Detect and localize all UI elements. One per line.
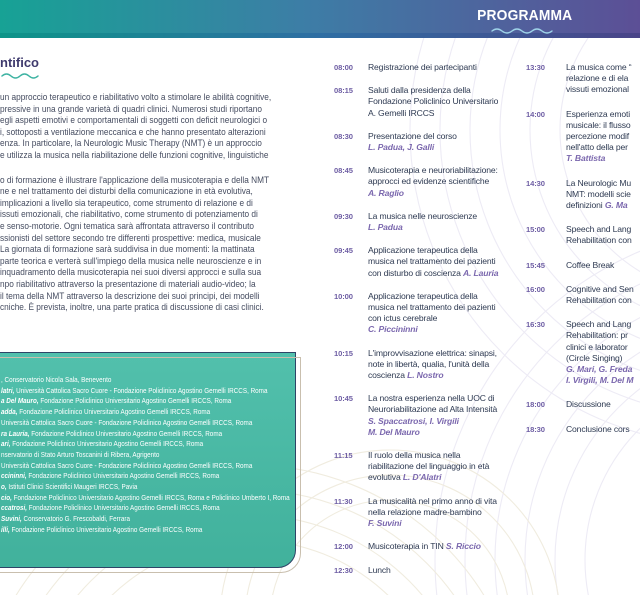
schedule-entry-line: [368, 142, 520, 153]
paragraph-line: enza. In particolare, la Neurologic Music Therapy (NMT) è un approccio: [0, 138, 262, 149]
schedule-entry-line: [368, 108, 520, 119]
schedule-entry: [526, 109, 640, 165]
schedule-entry-line: [566, 330, 640, 341]
schedule-entry: [334, 245, 520, 279]
faculty-affiliation: Fondazione Policlinico Universitario Agostino Gemelli IRCCS, Roma: [9, 524, 203, 534]
entry-text-segment: musica nel trattamento dei pazienti: [368, 302, 496, 313]
entry-text-segment: Applicazione terapeutica della: [368, 245, 478, 256]
faculty-box: [0, 352, 296, 568]
faculty-line: [1, 514, 253, 525]
schedule-entry: [334, 165, 520, 199]
faculty-affiliation: Istituti Clinici Scientifici Maugeri IRCCS, Pavia: [6, 482, 138, 492]
schedule-entry: [334, 393, 520, 438]
schedule-entry: [334, 62, 520, 73]
faculty-line: [1, 492, 290, 504]
schedule-entry-line: [368, 188, 520, 199]
schedule-entry-line: [566, 284, 640, 295]
entry-text-segment: Lunch: [368, 564, 391, 575]
entry-text-segment: Rehabilitation con: [566, 295, 632, 306]
paragraph-line: e utilizza la musica nella riabilitazione delle funzioni cognitive, linguistiche: [0, 149, 269, 160]
entry-text-segment: Il ruolo della musica nella: [368, 450, 461, 461]
faculty-name-fragment: ccininni,: [1, 471, 27, 481]
schedule-entry-line: [368, 313, 520, 324]
faculty-affiliation: Università Cattolica Sacro Cuore - Fondazione Policlinico Agostino Gemelli IRCCS, Roma: [1, 460, 253, 470]
faculty-name-fragment: a Del Mauro,: [1, 396, 39, 406]
schedule-entry-line: [368, 541, 520, 552]
paragraph-line: parte teorica e verterà sull'impiego della musica nelle neuroscienze e in: [0, 255, 262, 266]
schedule-entry: [334, 85, 520, 119]
schedule-time: 09:30: [334, 211, 353, 221]
schedule-entry-line: [566, 131, 640, 142]
schedule-entry-line: [368, 450, 520, 461]
schedule-entry: [526, 224, 640, 246]
entry-text-segment: Saluti dalla presidenza della: [368, 85, 471, 96]
paragraph-line: implicazioni a livello sia terapeutico, come strumento di relazione e di: [0, 197, 253, 208]
faculty-affiliation: Fondazione Policlinico Universitario Agostino Gemelli IRCCS, Roma: [27, 503, 220, 513]
faculty-line: [1, 385, 268, 397]
schedule-entry: [526, 399, 640, 410]
entry-text-segment: Presentazione del corso: [368, 130, 457, 141]
paragraph-line: e senso-motorie. Ogni tematica sarà affrontata attraverso il contributo: [0, 220, 255, 231]
schedule-entry-line: [566, 364, 640, 375]
schedule-entry-text: [368, 393, 520, 438]
schedule-time: 08:00: [334, 63, 353, 72]
entry-text-segment: Conclusione cors: [566, 423, 630, 434]
faculty-affiliation: Fondazione Policlinico Universitario Agostino Gemelli IRCCS, Roma: [26, 471, 220, 481]
schedule-entry-line: [566, 224, 640, 235]
speaker-name: M. Del Mauro: [368, 426, 420, 437]
paragraph-line: il tema della NMT attraverso la descrizione dei suoi principi, dei modelli: [0, 290, 260, 301]
schedule-entry-text: [368, 348, 520, 382]
entry-text-segment: con disturbo di coscienza: [368, 267, 463, 278]
schedule-time: 12:00: [334, 542, 353, 552]
speaker-name: T. Battista: [566, 153, 606, 164]
schedule-entry-text: [566, 424, 640, 435]
faculty-affiliation: , Conservatorio Nicola Sala, Benevento: [1, 375, 112, 384]
faculty-line: [1, 396, 253, 407]
schedule-entry-text: [566, 109, 640, 165]
entry-text-segment: Fondazione Policlinico Universitario: [368, 96, 499, 107]
paragraph-line: inquadramento della musicoterapia nei suoi diversi approcci e sulla sua: [0, 267, 262, 278]
schedule-entry-line: [368, 222, 520, 233]
faculty-line: [1, 471, 253, 482]
schedule-entry-line: [368, 165, 520, 176]
entry-text-segment: evolutiva: [368, 472, 403, 483]
schedule-entry-line: [368, 211, 520, 222]
paragraph-line: ne e nel trattamento dei disturbi della comunicazione in età evolutiva,: [0, 186, 253, 197]
schedule-time: 11:30: [334, 496, 353, 506]
schedule-entry-text: [566, 260, 640, 271]
wave-underline-icon: [0, 71, 42, 79]
faculty-line: [1, 525, 253, 536]
page-title: PROGRAMMA: [476, 7, 572, 24]
entry-text-segment: NMT: modelli scie: [566, 188, 631, 199]
schedule-entry-line: [566, 84, 640, 95]
entry-text-segment: Neuroriabilitazione ad Alta Intensità: [368, 404, 498, 415]
entry-text-segment: Speech and Lang: [566, 319, 632, 330]
faculty-name-fragment: illi,: [1, 524, 10, 534]
schedule-entry: [334, 496, 520, 530]
speaker-name: A. Lauria: [462, 267, 499, 278]
schedule-time: 10:00: [334, 291, 353, 301]
section-heading: [0, 56, 312, 79]
faculty-affiliation: Fondazione Policlinico Universitario Agostino Gemelli IRCCS, Roma: [38, 396, 232, 406]
schedule-entry: [526, 62, 640, 96]
faculty-line: [1, 375, 253, 386]
schedule-entry-line: [566, 353, 640, 364]
entry-text-segment: vissuti emozional: [566, 84, 629, 95]
speaker-name: L. Nostro: [407, 370, 444, 381]
faculty-name-fragment: Suvini,: [1, 514, 22, 524]
schedule-entry-line: [566, 424, 640, 435]
schedule-entry-text: [368, 450, 520, 484]
schedule-entry-line: [368, 245, 520, 256]
speaker-name: F. Suvini: [368, 518, 402, 529]
entry-text-segment: definizioni: [566, 200, 605, 211]
entry-text-segment: Rehabilitation: pr: [566, 330, 628, 341]
schedule-entry-text: [368, 291, 520, 336]
schedule-entry-text: [368, 541, 520, 552]
schedule-entry-text: [368, 131, 520, 153]
entry-text-segment: nell'atto della per: [566, 142, 628, 153]
intro-section: [0, 40, 312, 534]
paragraph-line: i, sottoposti a ventilazione meccanica e che hanno presentato alterazioni: [0, 126, 266, 137]
schedule-entry-line: [566, 399, 640, 410]
schedule-entry-text: [368, 211, 520, 233]
faculty-affiliation: Fondazione Policlinico Universitario Agostino Gemelli IRCCS, Roma: [29, 428, 223, 438]
schedule-entry: [526, 319, 640, 386]
faculty-line: [1, 461, 253, 472]
schedule-entry-line: [368, 302, 520, 313]
schedule-entry: [334, 565, 520, 576]
speaker-name: L. Padua, J. Galli: [368, 142, 435, 153]
entry-text-segment: nella relazione madre-bambino: [368, 506, 482, 517]
entry-text-segment: clinici e laborator: [566, 341, 628, 352]
faculty-affiliation: Università Cattolica Sacro Cuore - Fondazione Policlinico Agostino Gemelli IRCCS, Roma: [14, 385, 268, 395]
faculty-affiliation: Fondazione Policlinico Universitario Agostino Gemelli IRCCS, Roma e Policlinico Umberto I, Roma: [11, 492, 290, 502]
schedule-entry-line: [368, 291, 520, 302]
schedule-time: 14:30: [526, 178, 545, 188]
schedule-entry-line: [566, 375, 640, 386]
schedule-entry-line: [368, 268, 520, 279]
schedule-entry-text: [368, 62, 520, 73]
entry-text-segment: La musica come “: [566, 62, 632, 72]
entry-text-segment: La nostra esperienza nella UOC di: [368, 393, 495, 404]
faculty-name-fragment: ccatrosi,: [1, 503, 28, 513]
entry-text-segment: approcci ed evidenze scientifiche: [368, 176, 490, 187]
schedule-entry-line: [566, 260, 640, 271]
entry-text-segment: Musicoterapia in TIN: [368, 541, 446, 552]
schedule-column-afternoon: [526, 62, 640, 448]
schedule-entry-line: [368, 359, 520, 370]
schedule-entry-line: [368, 416, 520, 427]
entry-text-segment: Esperienza emoti: [566, 108, 630, 119]
schedule-time: 14:00: [526, 109, 545, 119]
faculty-line: [1, 503, 253, 514]
schedule-column-morning: [334, 62, 520, 588]
faculty-name-fragment: ra Lauria,: [1, 428, 30, 438]
section-heading-fragment: ntifico: [0, 55, 39, 70]
schedule-time: 10:45: [334, 394, 353, 404]
speaker-name: C. Piccininni: [368, 324, 418, 335]
speaker-name: I. Virgili, M. Del M: [566, 375, 634, 386]
schedule-entry-text: [566, 224, 640, 246]
schedule-time: 10:15: [334, 348, 353, 358]
schedule-entry-line: [368, 85, 520, 96]
entry-text-segment: note in libertà, qualia, l'unità della: [368, 358, 490, 369]
entry-text-segment: La musica nelle neuroscienze: [368, 210, 478, 221]
entry-text-segment: Speech and Lang: [566, 224, 632, 235]
schedule-entry: [526, 260, 640, 271]
schedule-entry-text: [566, 284, 640, 306]
faculty-name-fragment: o,: [1, 482, 7, 492]
entry-text-segment: Rehabilitation con: [566, 235, 632, 246]
schedule-time: 09:45: [334, 246, 353, 256]
schedule-entry-line: [368, 507, 520, 518]
schedule-entry-line: [566, 189, 640, 200]
schedule-entry-text: [368, 245, 520, 279]
schedule-entry-line: [368, 518, 520, 529]
entry-text-segment: Cognitive and Sen: [566, 283, 634, 294]
schedule-entry-text: [566, 178, 640, 212]
schedule-entry-line: [566, 178, 640, 189]
schedule-entry: [526, 178, 640, 212]
schedule-time: 11:15: [334, 451, 353, 461]
paragraph-line: un approccio terapeutico e riabilitativo volto a stimolare le abilità cognitive,: [0, 92, 272, 102]
faculty-affiliation: Fondazione Policlinico Universitario Agostino Gemelli IRCCS, Roma: [10, 439, 204, 449]
faculty-affiliation: Conservatorio G. Frescobaldi, Ferrara: [21, 514, 131, 524]
schedule-time: 08:45: [334, 166, 353, 176]
schedule-entry: [526, 424, 640, 435]
rationale-paragraph-1: [0, 92, 312, 162]
faculty-line: [1, 418, 253, 429]
schedule-time: 16:30: [526, 320, 545, 330]
schedule-time: 12:30: [334, 565, 353, 575]
schedule-time: 15:45: [526, 260, 545, 270]
page-title-block: [473, 7, 576, 34]
schedule-entry-text: [566, 62, 640, 96]
schedule-entry-line: [566, 319, 640, 330]
schedule-entry-text: [566, 399, 640, 410]
entry-text-segment: Coffee Break: [566, 259, 615, 270]
faculty-line: [1, 407, 253, 418]
schedule-entry-line: [368, 324, 520, 335]
entry-text-segment: (Circle Singing): [566, 352, 623, 363]
faculty-name-fragment: latri,: [1, 385, 15, 395]
schedule-entry-line: [368, 62, 520, 73]
schedule-entry-line: [368, 131, 520, 142]
schedule-entry-line: [368, 472, 520, 483]
faculty-name-fragment: adda,: [1, 407, 18, 417]
faculty-line: [1, 450, 253, 461]
schedule-entry-line: [368, 404, 520, 415]
faculty-line: [1, 482, 253, 493]
schedule-entry: [334, 541, 520, 552]
entry-text-segment: Applicazione terapeutica della: [368, 290, 478, 301]
entry-text-segment: con ictus cerebrale: [368, 313, 438, 324]
schedule-entry-line: [566, 153, 640, 164]
speaker-name: S. Riccio: [445, 541, 481, 552]
schedule-time: 16:00: [526, 284, 545, 294]
entry-text-segment: Registrazione dei partecipanti: [368, 62, 477, 72]
schedule-time: 18:00: [526, 400, 545, 410]
schedule-entry-line: [368, 176, 520, 187]
faculty-affiliation: nservatorio di Stato Arturo Toscanini di Ribera, Agrigento: [1, 449, 160, 459]
entry-text-segment: Discussione: [566, 399, 611, 410]
schedule-entry-text: [368, 565, 520, 576]
entry-text-segment: musica nel trattamento dei pazienti: [368, 256, 496, 267]
schedule-entry-text: [566, 319, 640, 386]
schedule-entry-line: [368, 393, 520, 404]
faculty-name-fragment: ari,: [1, 439, 11, 449]
entry-text-segment: La musicalità nel primo anno di vita: [368, 495, 497, 506]
schedule-time: 13:30: [526, 63, 545, 72]
schedule-entry-line: [368, 565, 520, 576]
schedule-entry: [334, 348, 520, 382]
faculty-line: [1, 429, 253, 440]
speaker-name: L. D'Alatri: [402, 472, 442, 483]
schedule-entry: [526, 284, 640, 306]
wave-underline-icon: [490, 26, 558, 34]
faculty-name-fragment: cio,: [1, 492, 12, 502]
entry-text-segment: riabilitazione del linguaggio in età: [368, 461, 490, 472]
schedule-entry: [334, 211, 520, 233]
paragraph-line: issuti emozionali, che riabilitativo, come strumento di potenziamento di: [0, 209, 258, 220]
faculty-list: [1, 375, 290, 536]
faculty-affiliation: Fondazione Policlinico Universitario Agostino Gemelli IRCCS, Roma: [17, 407, 211, 417]
speaker-name: S. Spaccatrosi, I. Virgili: [368, 415, 459, 426]
schedule-entry-line: [566, 120, 640, 131]
schedule-entry-line: [566, 200, 640, 211]
schedule-entry-line: [566, 62, 640, 73]
paragraph-line: pressive in una grande varietà di quadri clinici. Numerosi studi riportano: [0, 103, 262, 114]
schedule-entry-line: [566, 342, 640, 353]
schedule-entry-line: [368, 96, 520, 107]
schedule-time: 08:30: [334, 131, 353, 141]
schedule-entry-line: [368, 461, 520, 472]
schedule-entry-line: [566, 235, 640, 246]
schedule-entry-line: [566, 142, 640, 153]
schedule-entry-line: [368, 427, 520, 438]
schedule-entry: [334, 291, 520, 336]
schedule-time: 08:15: [334, 86, 353, 96]
paragraph-line: La giornata di formazione sarà suddivisa in due momenti: la mattinata: [0, 244, 255, 255]
paragraph-line: ssionisti del settore secondo tre differenti prospettive: medica, musicale: [0, 232, 261, 243]
speaker-name: G. Mari, G. Freda: [566, 364, 633, 375]
entry-text-segment: musicale: il flusso: [566, 119, 631, 130]
entry-text-segment: Musicoterapia e neuroriabilitazione:: [368, 165, 498, 176]
paragraph-line: npo riabilitativo attraverso la presentazione di materiali audio-video; la: [0, 278, 256, 289]
paragraph-line: egli aspetti emotivi e comportamentali di soggetti con deficit neurologici o: [0, 115, 268, 126]
schedule-entry-line: [566, 73, 640, 84]
entry-text-segment: percezione modif: [566, 131, 630, 142]
paragraph-line: o di formazione è illustrare l'applicazione della musicoterapia e della NMT: [0, 174, 270, 185]
schedule-entry-line: [368, 370, 520, 381]
rationale-paragraph-2: [0, 175, 312, 314]
schedule-time: 15:00: [526, 225, 545, 235]
entry-text-segment: coscienza: [368, 370, 408, 381]
schedule-entry-text: [368, 496, 520, 530]
paragraph-line: cniche. È prevista, inoltre, una parte pratica di discussione di casi clinici.: [0, 302, 264, 313]
schedule-entry-line: [368, 256, 520, 267]
schedule-entry-line: [566, 295, 640, 306]
speaker-name: A. Raglio: [368, 187, 404, 198]
schedule-entry-line: [368, 348, 520, 359]
entry-text-segment: La Neurologic Mu: [566, 177, 631, 188]
faculty-affiliation: Università Cattolica Sacro Cuore - Fondazione Policlinico Agostino Gemelli IRCCS, Roma: [1, 417, 253, 427]
speaker-name: L. Padua: [368, 222, 403, 233]
schedule-entry: [334, 450, 520, 484]
schedule-entry: [334, 131, 520, 153]
faculty-line: [1, 439, 253, 450]
schedule-entry-text: [368, 165, 520, 199]
entry-text-segment: relazione e di ela: [566, 73, 629, 84]
schedule-entry-line: [566, 109, 640, 120]
entry-text-segment: A. Gemelli IRCCS: [368, 107, 435, 118]
speaker-name: G. Ma: [604, 200, 628, 211]
schedule-entry-line: [368, 496, 520, 507]
schedule-entry-text: [368, 85, 520, 119]
entry-text-segment: L'improvvisazione elettrica: sinapsi,: [368, 347, 497, 358]
schedule-time: 18:30: [526, 424, 545, 434]
